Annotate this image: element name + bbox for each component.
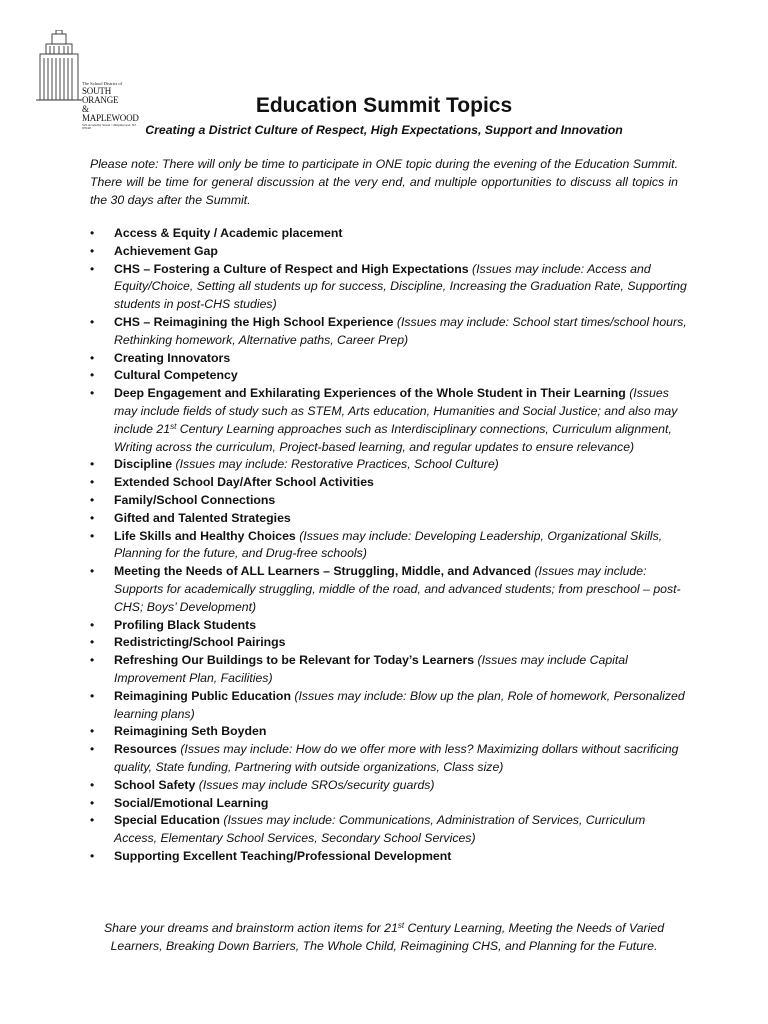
- topic-detail: (Issues may include SROs/security guards): [198, 777, 435, 792]
- bullet-icon: •: [90, 724, 95, 739]
- bullet-icon: •: [90, 564, 95, 579]
- topic-detail: (Issues may include: School start times/school hours, Rethinking homework, Alternative paths, Career Prep): [114, 314, 687, 347]
- list-item: [90, 456, 690, 474]
- building-icon: [34, 30, 84, 102]
- topic-name: CHS – Fostering a Culture of Respect and High Expectations: [114, 261, 469, 276]
- bullet-icon: •: [90, 368, 95, 383]
- list-item: [90, 261, 690, 314]
- topic-name: Deep Engagement and Exhilarating Experiences of the Whole Student in Their Learning: [114, 386, 626, 401]
- closing-text-pre: Share your dreams and brainstorm action items for 21: [103, 921, 398, 935]
- bullet-icon: •: [90, 226, 95, 240]
- bullet-icon: •: [90, 510, 95, 525]
- topic-name: Social/Emotional Learning: [114, 795, 269, 810]
- topic-detail: (Issues may include Capital Improvement Plan, Facilities): [114, 653, 628, 685]
- page-subtitle: Creating a District Culture of Respect, High Expectations, Support and Innovation: [145, 123, 623, 137]
- list-item: [90, 350, 690, 368]
- bullet-icon: •: [90, 688, 95, 703]
- list-item: [90, 474, 690, 492]
- list-item: [90, 367, 690, 385]
- topic-name: Gifted and Talented Strategies: [114, 510, 291, 525]
- logo-line-1: The School District of: [82, 81, 123, 86]
- closing-superscript: st: [397, 921, 405, 930]
- list-item: [90, 812, 690, 848]
- topic-detail: (Issues may include: Blow up the plan, Role of homework, Personalized learning plans): [114, 688, 685, 721]
- bullet-icon: •: [90, 350, 95, 365]
- topic-name: Redistricting/School Pairings: [114, 635, 286, 650]
- topic-detail-post: Century Learning approaches such as Interdisciplinary connections, Curriculum alignment, Writing across the curriculum, Project-based learning, and regular updates to ensure relevance): [114, 421, 672, 454]
- topic-detail: (Issues may include: Developing Leadership, Organizational Skills, Planning for the future, and Drug-free schools): [114, 528, 663, 561]
- bullet-icon: •: [90, 617, 95, 632]
- list-item: [90, 314, 690, 350]
- bullet-icon: •: [90, 848, 95, 863]
- bullet-icon: •: [90, 261, 95, 276]
- list-item: [90, 385, 690, 456]
- list-item: [90, 492, 690, 510]
- bullet-icon: •: [90, 243, 95, 258]
- topic-name: School Safety: [114, 777, 196, 792]
- bullet-icon: •: [90, 314, 95, 329]
- note-paragraph: Please note: There will only be time to participate in ONE topic during the evening of the Education Summit. There will be time for general discussion at the very end, and multiple opportunities to discuss all topics in the 30 days after the Summit.: [90, 157, 678, 207]
- list-item: [90, 688, 690, 724]
- bullet-icon: •: [90, 742, 95, 757]
- list-item: [90, 848, 690, 866]
- topic-name: Extended School Day/After School Activities: [114, 475, 374, 490]
- page-title: Education Summit Topics: [255, 94, 513, 117]
- district-logo: [34, 30, 139, 130]
- topic-name: Creating Innovators: [114, 350, 231, 365]
- topic-name: Access & Equity / Academic placement: [114, 226, 343, 240]
- topic-detail: (Issues may include: Supports for academically struggling, middle of the road, and advanced students; from preschool – post-CHS; Boys’ Development): [114, 564, 681, 614]
- topic-name: Meeting the Needs of ALL Learners – Struggling, Middle, and Advanced: [114, 564, 532, 579]
- topic-detail: (Issues may include: How do we offer more with less? Maximizing dollars without sacrificing quality, State funding, Partnering with outside organizations, Class size): [114, 742, 679, 774]
- topic-detail: (Issues may include: Restorative Practices, School Culture): [175, 457, 499, 472]
- topic-name: Refreshing Our Buildings to be Relevant for Today’s Learners: [114, 653, 475, 668]
- closing-text-post: Century Learning, Meeting the Needs of Varied Learners, Breaking Down Barriers, The Whole Child, Reimagining CHS, and Planning for the Future.: [110, 921, 665, 953]
- list-item: [90, 634, 690, 652]
- topic-detail-pre: (Issues may include fields of study such as STEM, Arts education, Humanities and Social Justice; and also may include 21: [114, 386, 678, 436]
- list-item: [90, 617, 690, 635]
- topic-name: CHS – Reimagining the High School Experience: [114, 314, 394, 329]
- list-item: [90, 741, 690, 777]
- list-item: [90, 563, 690, 616]
- bullet-icon: •: [90, 777, 95, 792]
- bullet-icon: •: [90, 386, 95, 401]
- topics-list: [90, 225, 690, 866]
- topic-name: Special Education: [114, 813, 220, 828]
- topic-name: Life Skills and Healthy Choices: [114, 528, 296, 543]
- list-item: [90, 652, 690, 688]
- bullet-icon: •: [90, 475, 95, 490]
- topic-name: Discipline: [114, 457, 173, 472]
- topic-name: Supporting Excellent Teaching/Professional Development: [114, 848, 452, 863]
- list-item: [90, 795, 690, 813]
- closing-paragraph: [80, 919, 688, 955]
- list-item: [90, 243, 690, 261]
- bullet-icon: •: [90, 492, 95, 507]
- topic-detail: (Issues may include: Communications, Administration of Services, Curriculum Access, Elementary School Services, Secondary School Services): [114, 813, 646, 846]
- bullet-icon: •: [90, 635, 95, 650]
- list-item: [90, 777, 690, 795]
- list-item: [90, 510, 690, 528]
- topic-name: Reimagining Seth Boyden: [114, 724, 267, 739]
- bullet-icon: •: [90, 528, 95, 543]
- logo-line-3: & MAPLEWOOD: [82, 103, 139, 123]
- topic-name: Family/School Connections: [114, 492, 276, 507]
- topic-name: Achievement Gap: [114, 243, 218, 258]
- topic-name: Resources: [114, 742, 177, 757]
- bullet-icon: •: [90, 813, 95, 828]
- list-item: [90, 528, 690, 564]
- bullet-icon: •: [90, 795, 95, 810]
- topic-name: Cultural Competency: [114, 368, 238, 383]
- topic-detail: (Issues may include: Access and Equity/Choice, Setting all students up for success, Discipline, Increasing the Graduation Rate, Supporting students in post-CHS studies): [114, 261, 687, 312]
- logo-line-2: SOUTH ORANGE: [82, 85, 119, 105]
- topic-name: Profiling Black Students: [114, 617, 257, 632]
- topic-name: Reimagining Public Education: [114, 688, 291, 703]
- list-item: [90, 225, 690, 243]
- topic-detail-superscript: st: [170, 421, 177, 431]
- bullet-icon: •: [90, 457, 95, 472]
- logo-line-4: 525 Academy Street • Maplewood, NJ 07040: [82, 122, 136, 130]
- list-item: [90, 723, 690, 741]
- bullet-icon: •: [90, 653, 95, 668]
